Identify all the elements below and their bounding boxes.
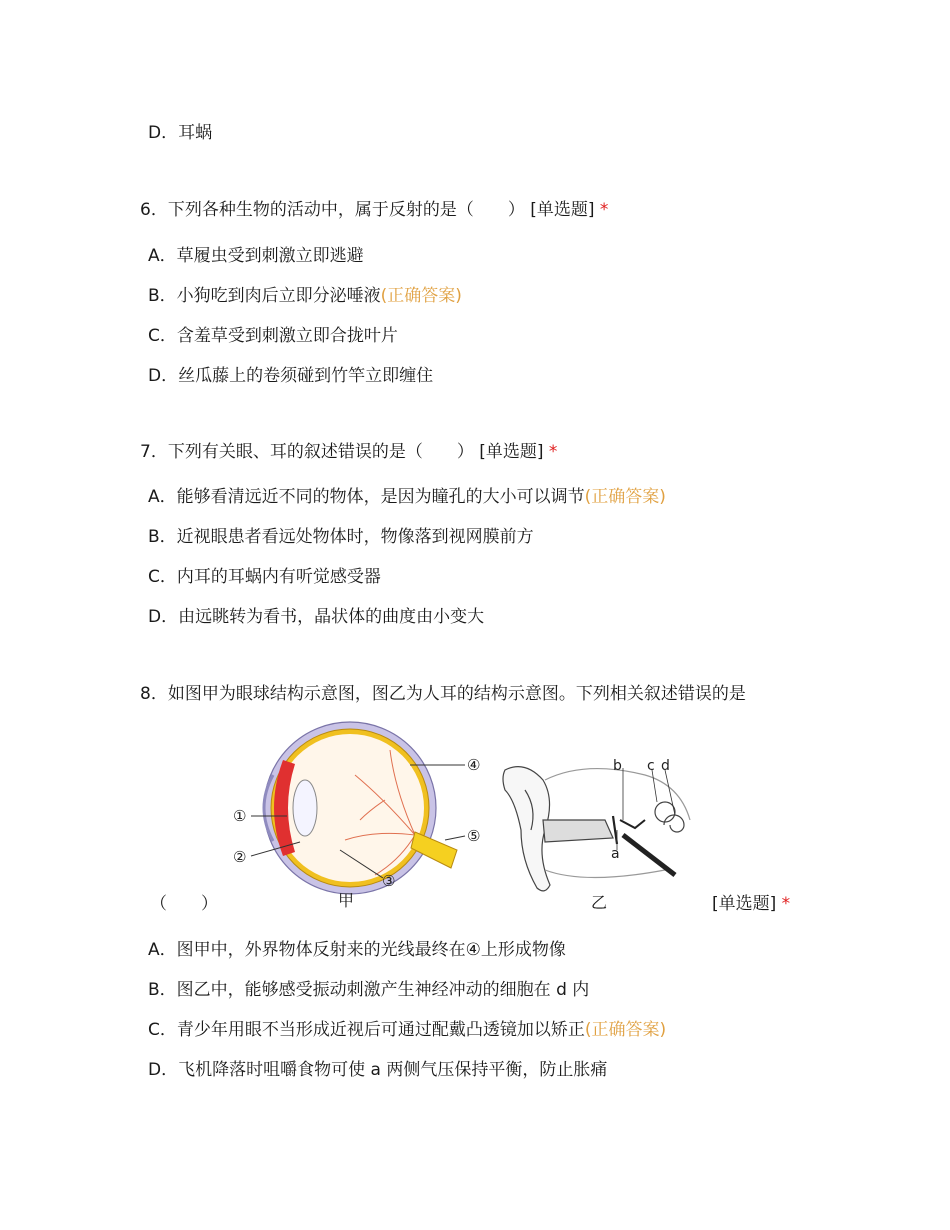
q7-option-d[interactable] (148, 605, 484, 629)
ear-ossicles (620, 820, 645, 828)
q6-option-d-text: D．丝瓜藤上的卷须碰到竹竿立即缠住 (148, 366, 434, 386)
q6-option-b-text: B．小狗吃到肉后立即分泌唾液 (148, 286, 381, 306)
q6-option-c[interactable] (148, 324, 398, 348)
ear-eardrum (613, 816, 617, 844)
q6-stem-text: 6．下列各种生物的活动中，属于反射的是（ ） (140, 200, 525, 220)
q7-option-b[interactable] (148, 525, 534, 549)
ear-label-d: d (661, 758, 670, 774)
q8-option-a-text: A．图甲中，外界物体反射来的光线最终在④上形成物像 (148, 940, 566, 960)
eye-optic-nerve (411, 832, 457, 868)
q7-type: [单选题] (479, 442, 544, 462)
q8-option-d-text: D．飞机降落时咀嚼食物可使 a 两侧气压保持平衡，防止胀痛 (148, 1060, 608, 1080)
q8-correct-mark: (正确答案) (584, 1020, 667, 1040)
q7-option-a[interactable] (148, 485, 666, 509)
q8-option-b[interactable] (148, 978, 589, 1002)
q7-option-c[interactable] (148, 565, 381, 589)
eye-label-4: ④ (467, 756, 481, 774)
q7-option-c-text: C．内耳的耳蜗内有听觉感受器 (148, 567, 381, 587)
q8-required-mark: * (781, 894, 791, 914)
eye-label-2: ② (233, 848, 247, 866)
ear-pointer-d (665, 770, 675, 815)
ear-skull-outline (545, 769, 690, 820)
q7-stem-text: 7．下列有关眼、耳的叙述错误的是（ ） (140, 442, 474, 462)
q6-option-b[interactable] (148, 284, 462, 308)
eye-label-1: ① (233, 807, 247, 825)
eye-label-5: ⑤ (467, 827, 481, 845)
eye-lens (293, 780, 317, 836)
q8-option-c[interactable] (148, 1018, 666, 1042)
q6-type: [单选题] (530, 200, 595, 220)
q7-option-a-text: A．能够看清远近不同的物体，是因为瞳孔的大小可以调节 (148, 487, 585, 507)
q8-type-row (712, 892, 790, 916)
ear-pointer-c (652, 770, 657, 802)
q7-required-mark: * (548, 442, 558, 462)
eye-diagram (233, 722, 480, 894)
q7-stem (140, 440, 557, 464)
q8-type: [单选题] (712, 894, 777, 914)
q8-paren: （ ） (150, 894, 218, 914)
q8-option-d[interactable] (148, 1058, 607, 1082)
q7-option-b-text: B．近视眼患者看远处物体时，物像落到视网膜前方 (148, 527, 534, 547)
ear-canal (543, 820, 613, 842)
ear-label-c: c (647, 758, 655, 774)
ear-label-b: b (613, 758, 622, 774)
q8-option-c-text: C．青少年用眼不当形成近视后可通过配戴凸透镜加以矫正 (148, 1020, 585, 1040)
eye-caption: 甲 (338, 891, 355, 910)
q7-correct-mark: (正确答案) (584, 487, 666, 507)
q6-option-c-text: C．含羞草受到刺激立即合拢叶片 (148, 326, 398, 346)
q6-required-mark: * (599, 200, 609, 220)
q6-option-d[interactable] (148, 364, 433, 388)
q8-stem: 8．如图甲为眼球结构示意图，图乙为人耳的结构示意图。下列相关叙述错误的是 (140, 684, 746, 704)
q6-option-a-text: A．草履虫受到刺激立即逃避 (148, 246, 364, 266)
ear-auricle (503, 767, 550, 891)
ear-semicircular-canal (655, 802, 675, 822)
q8-option-b-text: B．图乙中，能够感受振动刺激产生神经冲动的细胞在 d 内 (148, 980, 590, 1000)
q8-option-a[interactable] (148, 938, 566, 962)
eye-pointer-5 (445, 836, 465, 840)
ear-label-a: a (611, 846, 620, 862)
q6-correct-mark: (正确答案) (380, 286, 462, 306)
q6-option-a[interactable] (148, 244, 364, 268)
ear-diagram (503, 767, 690, 891)
ear-caption: 乙 (591, 893, 608, 912)
eye-label-3: ③ (382, 872, 396, 890)
ear-eustachian-tube (623, 835, 675, 875)
q5-option-d[interactable]: D．耳蜗 (148, 123, 213, 143)
q8-figure (225, 720, 705, 915)
q6-stem (140, 198, 608, 222)
ear-skull-outline-lower (545, 870, 665, 878)
q7-option-d-text: D．由远眺转为看书，晶状体的曲度由小变大 (148, 607, 485, 627)
